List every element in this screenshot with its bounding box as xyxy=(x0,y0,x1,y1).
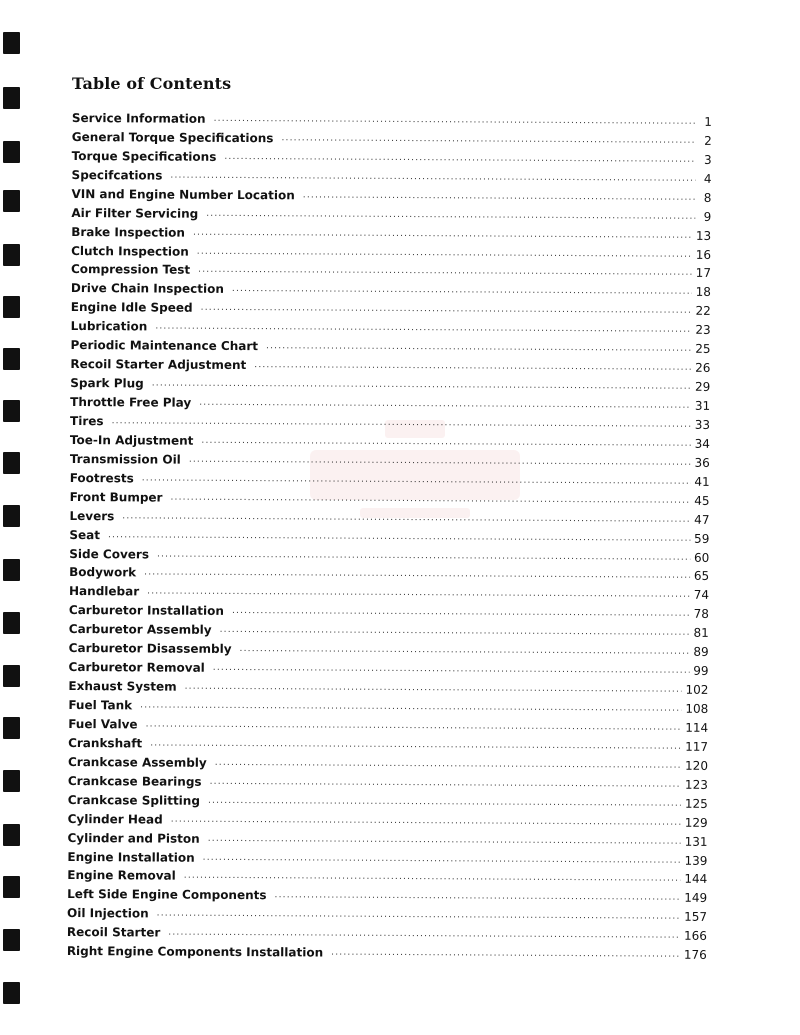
toc-entry-title: Specifcations xyxy=(71,167,163,183)
toc-entry-page-number: 22 xyxy=(695,304,711,319)
toc-entry[interactable] xyxy=(71,239,711,262)
toc-entry-page-number: 166 xyxy=(683,929,707,944)
toc-entry-title: Left Side Engine Components xyxy=(67,887,267,903)
toc-entry-page-number: 99 xyxy=(693,663,709,679)
toc-entry-page-number: 3 xyxy=(704,152,712,167)
toc-entry-title: Fuel Tank xyxy=(68,697,133,713)
toc-entry[interactable] xyxy=(69,504,709,527)
toc-entry-page-number: 120 xyxy=(685,758,709,773)
binding-hole xyxy=(3,452,20,474)
toc-entry-title: Transmission Oil xyxy=(69,451,181,467)
toc-entry[interactable] xyxy=(69,617,709,640)
toc-dot-leader xyxy=(201,301,692,318)
binding-hole xyxy=(3,87,20,109)
toc-dot-leader xyxy=(254,358,691,375)
binding-hole xyxy=(3,665,20,687)
toc-entry[interactable] xyxy=(70,333,710,356)
toc-entry-page-number: 117 xyxy=(685,739,709,754)
toc-entry-title: Crankcase Splitting xyxy=(67,792,201,808)
binding-hole xyxy=(3,190,20,212)
toc-entry[interactable] xyxy=(70,371,710,394)
toc-entry[interactable] xyxy=(69,579,709,602)
toc-entry[interactable] xyxy=(72,125,712,148)
toc-entry-page-number: 74 xyxy=(693,588,710,603)
binding-hole xyxy=(3,770,20,792)
toc-dot-leader xyxy=(201,434,690,451)
toc-dot-leader xyxy=(224,150,695,167)
toc-entry[interactable] xyxy=(67,845,707,868)
toc-entry-title: Carburetor Assembly xyxy=(68,622,212,638)
toc-dot-leader xyxy=(232,604,690,621)
binding-hole xyxy=(3,141,20,163)
toc-entry-title: Bodywork xyxy=(69,565,137,580)
toc-entry-title: Service Information xyxy=(71,110,206,126)
toc-entry-title: Air Filter Servicing xyxy=(71,205,199,221)
toc-entry-title: Clutch Inspection xyxy=(71,243,189,259)
spiral-binding xyxy=(0,0,30,1035)
toc-entry[interactable] xyxy=(72,106,712,129)
toc-entry[interactable] xyxy=(71,220,711,243)
toc-entry[interactable] xyxy=(71,182,711,205)
toc-dot-leader xyxy=(206,206,695,223)
toc-entry[interactable] xyxy=(72,163,712,186)
toc-dot-leader xyxy=(220,623,690,640)
toc-entry[interactable] xyxy=(70,485,710,508)
toc-entry-title: Carburetor Removal xyxy=(68,660,205,675)
toc-entry-page-number: 129 xyxy=(684,815,708,830)
toc-entry[interactable] xyxy=(67,920,707,943)
toc-entry-title: Cylinder and Piston xyxy=(67,830,200,846)
toc-dot-leader xyxy=(331,946,680,962)
toc-entry[interactable] xyxy=(67,901,707,924)
toc-entry-page-number: 176 xyxy=(683,947,707,963)
toc-entry[interactable] xyxy=(67,882,707,905)
toc-dot-leader xyxy=(199,396,691,413)
toc-entry-page-number: 1 xyxy=(704,114,712,129)
toc-entry-page-number: 144 xyxy=(684,872,708,887)
toc-entry-title: VIN and Engine Number Location xyxy=(71,186,295,203)
toc-entry-page-number: 123 xyxy=(684,777,708,792)
toc-entry-title: Crankcase Assembly xyxy=(67,754,207,770)
toc-entry[interactable] xyxy=(69,523,709,546)
toc-entry-page-number: 81 xyxy=(693,626,709,641)
toc-entry-page-number: 65 xyxy=(693,569,710,584)
toc-entry-page-number: 45 xyxy=(694,493,710,508)
toc-entry-title: Engine Removal xyxy=(67,868,176,884)
toc-dot-leader xyxy=(232,282,692,299)
binding-hole xyxy=(3,296,20,318)
toc-entry-page-number: 16 xyxy=(695,247,712,262)
toc-entry-page-number: 41 xyxy=(694,474,710,489)
toc-entry-title: Crankcase Bearings xyxy=(67,773,202,789)
toc-entry-page-number: 114 xyxy=(685,720,709,735)
toc-entry-title: Recoil Starter Adjustment xyxy=(70,357,247,373)
toc-entry-page-number: 131 xyxy=(684,834,708,849)
toc-entry[interactable] xyxy=(69,655,709,678)
toc-entry-title: Footrests xyxy=(69,470,134,486)
toc-entry-title: Exhaust System xyxy=(68,679,177,694)
toc-entry-title: Engine Idle Speed xyxy=(70,300,193,316)
toc-entry-title: Carburetor Disassembly xyxy=(68,641,232,657)
toc-entry[interactable] xyxy=(72,144,712,167)
binding-hole xyxy=(3,400,20,422)
binding-hole xyxy=(3,32,20,54)
toc-entry-title: Right Engine Components Installation xyxy=(66,944,324,960)
toc-entry-page-number: 59 xyxy=(694,531,710,546)
toc-entry-title: Oil Injection xyxy=(67,906,149,921)
toc-dot-leader xyxy=(240,642,690,659)
binding-hole xyxy=(3,929,20,951)
toc-entry[interactable] xyxy=(71,257,711,280)
toc-entry-page-number: 25 xyxy=(695,341,711,357)
toc-entry-page-number: 13 xyxy=(695,228,712,243)
binding-hole xyxy=(3,612,20,634)
binding-hole xyxy=(3,824,20,846)
toc-entry-page-number: 125 xyxy=(684,796,708,811)
toc-entry[interactable] xyxy=(71,201,711,224)
binding-hole xyxy=(3,717,20,739)
toc-entry-title: Periodic Maintenance Chart xyxy=(70,338,259,354)
toc-entry[interactable] xyxy=(68,712,708,735)
toc-dot-leader xyxy=(210,775,681,792)
toc-entry[interactable] xyxy=(68,693,708,716)
toc-entry-page-number: 108 xyxy=(685,701,709,716)
toc-entry-title: Tires xyxy=(70,413,104,429)
toc-entry-page-number: 9 xyxy=(703,209,712,224)
toc-entry-title: Seat xyxy=(69,527,101,542)
toc-entry-title: Levers xyxy=(69,508,115,523)
toc-entry[interactable] xyxy=(67,863,707,886)
toc-list xyxy=(67,106,720,962)
toc-dot-leader xyxy=(303,188,696,204)
toc-entry[interactable] xyxy=(67,826,707,849)
binding-hole xyxy=(3,505,20,527)
toc-dot-leader xyxy=(203,850,681,867)
toc-entry[interactable] xyxy=(70,466,710,489)
toc-entry-title: Fuel Valve xyxy=(68,716,138,732)
toc-entry[interactable] xyxy=(69,636,709,659)
toc-entry-page-number: 78 xyxy=(693,607,709,622)
binding-hole xyxy=(3,982,20,1004)
toc-entry-title: General Torque Specifications xyxy=(71,129,274,146)
toc-entry[interactable] xyxy=(70,409,710,432)
toc-dot-leader xyxy=(281,131,695,148)
toc-dot-leader xyxy=(275,889,681,905)
toc-entry[interactable] xyxy=(68,674,708,697)
toc-dot-leader xyxy=(215,756,681,773)
toc-entry-title: Cylinder Head xyxy=(67,811,163,827)
toc-entry[interactable] xyxy=(69,598,709,621)
toc-dot-leader xyxy=(213,661,690,678)
toc-entry-page-number: 4 xyxy=(703,171,712,186)
toc-entry[interactable] xyxy=(71,314,711,337)
toc-entry-title: Torque Specifications xyxy=(71,148,217,164)
toc-entry-page-number: 89 xyxy=(693,644,709,660)
toc-entry-title: Compression Test xyxy=(70,262,191,278)
toc-entry-page-number: 31 xyxy=(694,398,711,413)
toc-entry-title: Drive Chain Inspection xyxy=(70,281,224,297)
toc-entry-page-number: 18 xyxy=(695,285,711,300)
binding-hole xyxy=(3,559,20,581)
toc-entry-page-number: 60 xyxy=(693,550,710,565)
binding-hole xyxy=(3,876,20,898)
toc-entry[interactable] xyxy=(68,731,708,754)
toc-entry-page-number: 2 xyxy=(704,133,712,148)
toc-dot-leader xyxy=(214,112,696,129)
toc-entry-title: Throttle Free Play xyxy=(70,394,192,410)
toc-entry-title: Engine Installation xyxy=(67,849,195,865)
binding-hole xyxy=(3,348,20,370)
toc-entry[interactable] xyxy=(70,390,710,413)
toc-entry-title: Crankshaft xyxy=(68,735,143,751)
toc-entry[interactable] xyxy=(68,807,708,830)
toc-entry-page-number: 47 xyxy=(694,512,710,527)
toc-entry-page-number: 26 xyxy=(695,360,711,376)
toc-entry[interactable] xyxy=(70,447,710,470)
toc-entry-page-number: 34 xyxy=(694,436,710,451)
toc-entry-title: Lubrication xyxy=(70,319,148,334)
binding-hole xyxy=(3,244,20,266)
toc-entry[interactable] xyxy=(70,428,710,451)
toc-entry[interactable] xyxy=(71,276,711,299)
toc-dot-leader xyxy=(208,831,681,848)
toc-entry-title: Recoil Starter xyxy=(66,925,161,940)
toc-entry-page-number: 36 xyxy=(694,455,710,470)
toc-entry-page-number: 23 xyxy=(695,323,711,338)
toc-entry-title: Toe-In Adjustment xyxy=(69,432,194,448)
toc-entry[interactable] xyxy=(68,788,708,811)
toc-entry-page-number: 8 xyxy=(703,190,712,205)
toc-entry[interactable] xyxy=(70,352,710,375)
toc-entry-page-number: 29 xyxy=(694,379,711,394)
toc-dot-leader xyxy=(208,794,681,811)
toc-entry-title: Handlebar xyxy=(68,584,140,599)
toc-entry-page-number: 157 xyxy=(684,910,708,925)
toc-entry-page-number: 33 xyxy=(694,417,711,432)
toc-entry-page-number: 149 xyxy=(684,891,708,906)
toc-entry-page-number: 139 xyxy=(684,853,708,868)
toc-entry[interactable] xyxy=(69,542,709,565)
toc-entry-title: Side Covers xyxy=(69,546,150,561)
toc-entry[interactable] xyxy=(67,939,707,962)
toc-entry-title: Brake Inspection xyxy=(71,224,186,240)
toc-entry[interactable] xyxy=(71,295,711,318)
toc-entry[interactable] xyxy=(68,750,708,773)
toc-entry-page-number: 102 xyxy=(685,682,709,697)
toc-entry-title: Front Bumper xyxy=(69,489,163,505)
toc-entry-page-number: 17 xyxy=(695,266,712,281)
page-title: Table of Contents xyxy=(72,74,232,93)
toc-entry-title: Carburetor Installation xyxy=(68,603,225,619)
toc-dot-leader xyxy=(266,339,691,356)
toc-entry[interactable] xyxy=(69,560,709,583)
toc-entry-title: Spark Plug xyxy=(70,376,144,391)
toc-entry[interactable] xyxy=(68,769,708,792)
